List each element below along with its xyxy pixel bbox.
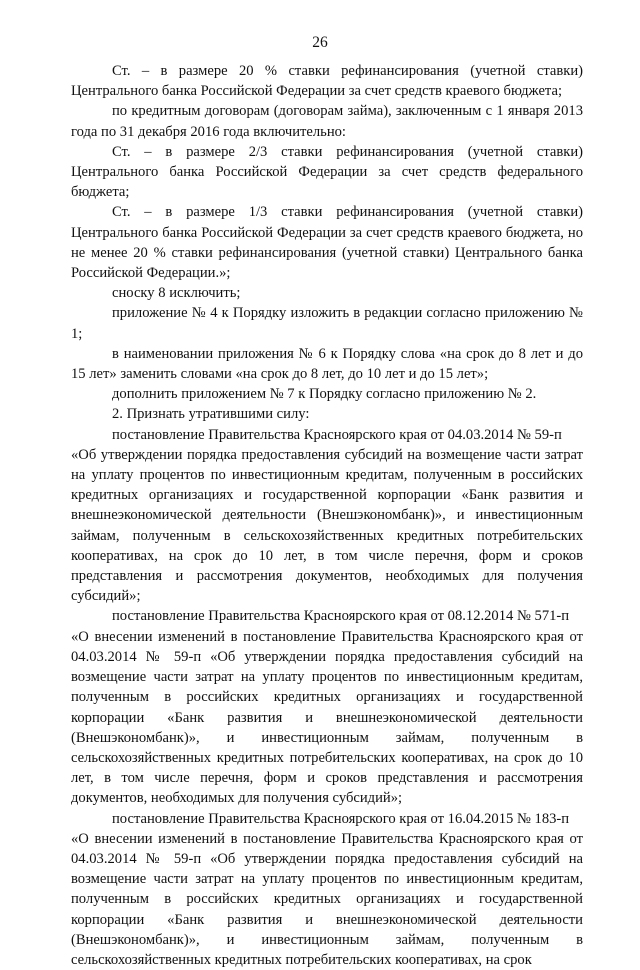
page-number: 26 (312, 34, 328, 51)
document-paragraph: Ст. – в размере 2/3 ставки рефинансирования (учетной ставки) Центрального банка Российской Федерации за счет средств федерального бюджета; (71, 143, 583, 201)
document-paragraph: дополнить приложением № 7 к Порядку согласно приложению № 2. (112, 386, 537, 403)
document-paragraph: постановление Правительства Красноярского края от 08.12.2014 № 571-п (112, 608, 570, 625)
document-paragraph: по кредитным договорам (договорам займа), заключенным с 1 января 2013 года по 31 декабря 2016 года включительно: (71, 103, 583, 140)
document-paragraph: Ст. – в размере 20 % ставки рефинансирования (учетной ставки) Центрального банка Российской Федерации за счет средств краевого бюджета; (71, 63, 583, 100)
document-paragraph: приложение № 4 к Порядку изложить в редакции согласно приложению № 1; (71, 305, 583, 342)
document-paragraph: постановление Правительства Красноярского края от 16.04.2015 № 183-п (112, 810, 570, 827)
document-paragraph: постановление Правительства Красноярского края от 04.03.2014 № 59-п (112, 426, 562, 443)
document-paragraph: сноску 8 исключить; (112, 285, 241, 302)
document-paragraph: «Об утверждении порядка предоставления субсидий на возмещение части затрат на уплату процентов по инвестиционным кредитам, полученным в российских кредитных организациях и государственной корпорации «Банк развития и внешнеэкономической деятельности (Внешэкономбанк)», и инвестиционным займам, полученным в сельскохозяйственных кредитных потребительских кооперативах, на срок до 10 лет, в том числе перечня, форм и сроков представления и рассмотрения документов, необходимых для получения субсидий»; (71, 446, 583, 605)
document-paragraph: Ст. – в размере 1/3 ставки рефинансирования (учетной ставки) Центрального банка Российской Федерации за счет средств краевого бюджета, но не менее 20 % ставки рефинансирования (учетной ставки) Центрального банка Российской Федерации.»; (71, 204, 583, 282)
document-paragraph: «О внесении изменений в постановление Правительства Красноярского края от 04.03.2014 № 59-п «Об утверждении порядка предоставления субсидий на возмещение части затрат на уплату процентов по инвестиционным кредитам, полученным в российских кредитных организациях и государственной корпорации «Банк развития и внешнеэкономической деятельности (Внешэкономбанк)», и инвестиционным займам, полученным в сельскохозяйственных кредитных потребительских кооперативах, на срок до 10 лет, в том числе перечня, форм и сроков представления и рассмотрения документов, необходимых для получения субсидий»; (71, 628, 583, 807)
document-body (71, 61, 583, 970)
document-paragraph: «О внесении изменений в постановление Правительства Красноярского края от 04.03.2014 № 59-п «Об утверждении порядка предоставления субсидий на возмещение части затрат на уплату процентов по инвестиционным кредитам, полученным в российских кредитных организациях и государственной корпорации «Банк развития и внешнеэкономической деятельности (Внешэкономбанк)», и инвестиционным займам, полученным в сельскохозяйственных кредитных потребительских кооперативах, на срок (71, 830, 583, 968)
document-paragraph: 2. Признать утратившими силу: (112, 406, 310, 423)
document-paragraph: в наименовании приложения № 6 к Порядку слова «на срок до 8 лет и до 15 лет» заменить словами «на срок до 8 лет, до 10 лет и до 15 лет»; (71, 345, 583, 383)
